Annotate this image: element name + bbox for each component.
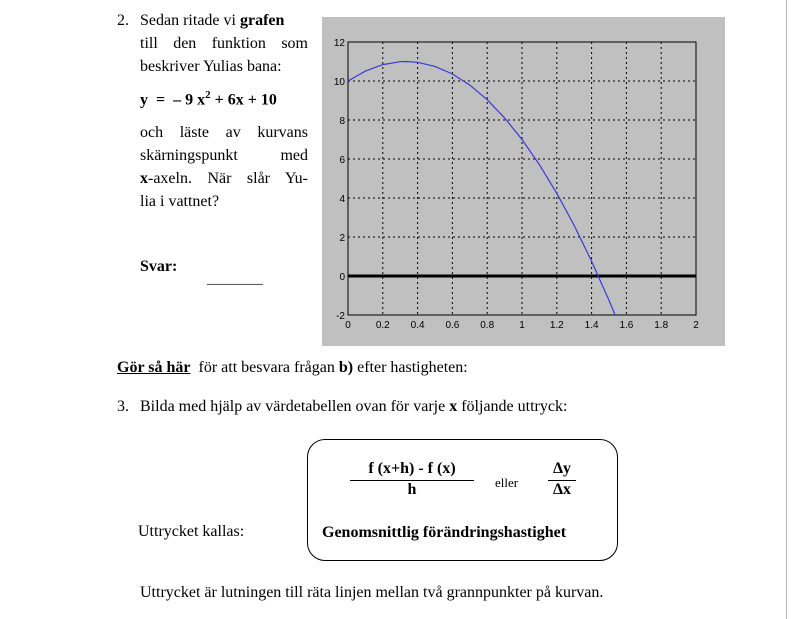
instruction-line: Gör så här för att besvara frågan b) efter hastigheten: — [117, 359, 468, 376]
numerator: f (x+h) - f (x) — [368, 460, 456, 477]
x-tick-label: 1.6 — [619, 320, 634, 331]
delta-y: Δy — [552, 460, 572, 477]
y-tick-label: 6 — [339, 155, 345, 166]
y-tick-label: 2 — [339, 233, 345, 244]
problem-2-line-2: till den funktion som — [140, 35, 308, 52]
question-line-3: x-axeln. När slår Yu- — [140, 170, 308, 187]
x-tick-label: 1.8 — [654, 320, 669, 331]
closing-sentence: Uttrycket är lutningen till räta linjen mellan två grannpunkter på kurvan. — [140, 584, 604, 601]
grid-lines — [348, 42, 696, 315]
x-tick-label: 0 — [345, 320, 351, 331]
problem-2-number: 2. — [117, 12, 129, 29]
answer-label: Svar: — [140, 258, 178, 275]
problem-3-number: 3. — [117, 398, 129, 415]
difference-quotient — [350, 460, 474, 499]
x-tick-label: 0.4 — [410, 320, 425, 331]
expression-called-label: Uttrycket kallas: — [138, 523, 245, 540]
formula-box — [307, 439, 618, 561]
question-line-4: lia i vattnet? — [140, 193, 220, 210]
or-word: eller — [495, 475, 519, 490]
delta-quotient — [548, 460, 576, 499]
problem-3-text: Bilda med hjälp av värdetabellen ovan för varje x följande uttryck: — [140, 398, 568, 415]
question-line-2: skärningspunkt med — [140, 147, 308, 164]
y-tick-label: 0 — [339, 272, 345, 283]
x-tick-label: 1 — [519, 320, 525, 331]
y-tick-label: 10 — [333, 77, 345, 88]
y-tick-label: 4 — [339, 194, 345, 205]
problem-2-line-3: beskriver Yulias bana: — [140, 58, 282, 75]
x-tick-label: 0.2 — [375, 320, 390, 331]
x-tick-label: 2 — [693, 320, 699, 331]
delta-x: Δx — [552, 481, 572, 498]
answer-blank[interactable]: ________ — [207, 272, 263, 287]
question-line-1: och läste av kurvans — [140, 124, 308, 141]
tick-labels — [334, 38, 699, 331]
x-tick-label: 1.4 — [584, 320, 599, 331]
y-tick-label: -2 — [336, 311, 345, 322]
y-tick-label: 8 — [339, 116, 345, 127]
x-tick-label: 1.2 — [549, 320, 564, 331]
function-equation: y = – 9 $x^2 + 6x + 10$ — [140, 89, 277, 109]
denominator: h — [407, 481, 417, 498]
y-tick-label: 12 — [333, 38, 345, 49]
x-tick-label: 0.8 — [480, 320, 495, 331]
problem-2-line-1: Sedan ritade vi grafen — [140, 12, 285, 29]
x-tick-label: 0.6 — [445, 320, 460, 331]
expression-name: Genomsnittlig förändringshastighet — [322, 524, 567, 541]
